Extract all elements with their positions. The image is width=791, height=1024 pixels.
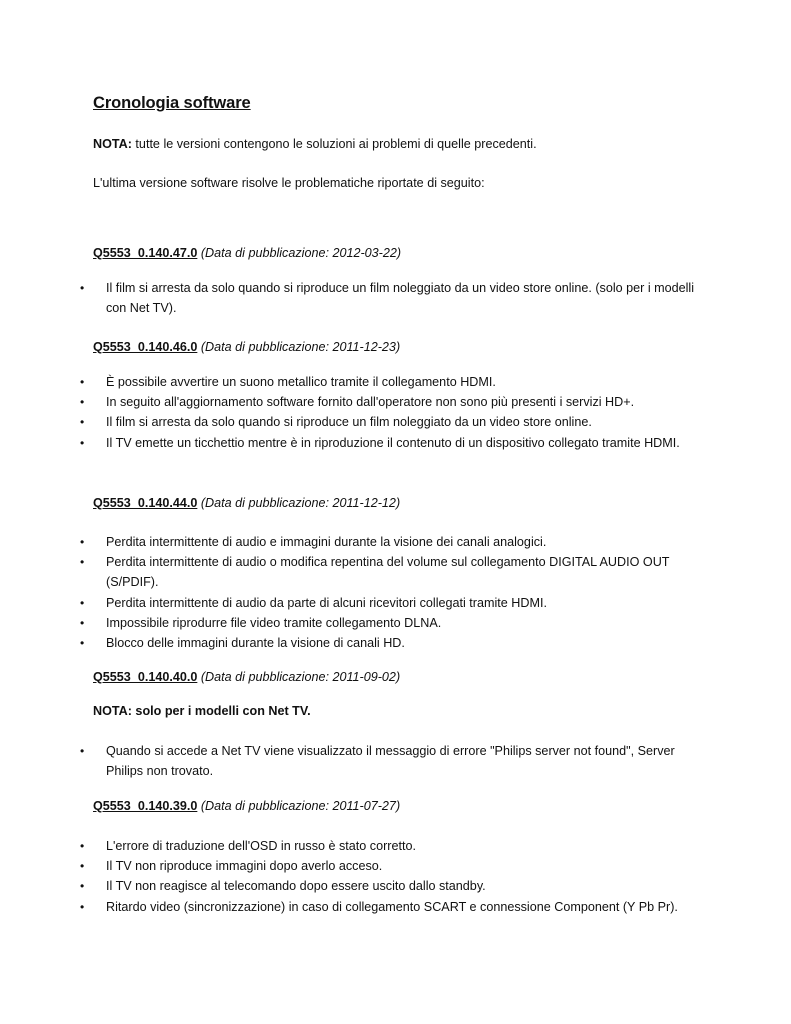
list-item-text: Perdita intermittente di audio da parte di alcuni ricevitori collegati tramite HDMI. bbox=[106, 595, 547, 610]
version-fix-list bbox=[0, 836, 791, 917]
bullet-icon: • bbox=[80, 595, 85, 610]
version-id: Q5553_0.140.39.0 bbox=[93, 799, 198, 813]
list-item-text: Ritardo video (sincronizzazione) in caso di collegamento SCART e connessione Component (Y Pb Pr). bbox=[106, 899, 678, 914]
list-item bbox=[0, 876, 791, 896]
list-item-text: Impossibile riprodurre file video tramite collegamento DLNA. bbox=[106, 615, 442, 630]
list-item bbox=[0, 613, 791, 633]
list-item-text: Il TV emette un ticchettio mentre è in riproduzione il contenuto di un dispositivo collegato tramite HDMI. bbox=[106, 435, 680, 450]
version-fix-list bbox=[0, 278, 791, 318]
version-id: Q5553_0.140.46.0 bbox=[93, 340, 198, 354]
bullet-icon: • bbox=[80, 744, 85, 758]
list-item bbox=[0, 278, 791, 318]
version-id: Q5553_0.140.44.0 bbox=[93, 496, 198, 510]
list-item bbox=[0, 856, 791, 876]
version-id: Q5553_0.140.40.0 bbox=[93, 670, 198, 684]
version-heading bbox=[93, 496, 400, 510]
version-fix-list bbox=[0, 532, 791, 653]
list-item bbox=[0, 372, 791, 392]
list-item bbox=[0, 552, 791, 592]
bullet-icon: • bbox=[80, 899, 85, 914]
bullet-icon: • bbox=[80, 395, 85, 410]
list-item bbox=[0, 392, 791, 412]
list-item bbox=[0, 633, 791, 653]
bullet-icon: • bbox=[80, 535, 85, 549]
version-date: (Data di pubblicazione: 2011-09-02) bbox=[197, 670, 401, 684]
intro-note bbox=[93, 137, 537, 151]
list-item-text: È possibile avvertire un suono metallico tramite il collegamento HDMI. bbox=[106, 375, 496, 389]
list-item-text: L'errore di traduzione dell'OSD in russo è stato corretto. bbox=[106, 839, 417, 853]
page-title: Cronologia software bbox=[93, 94, 251, 112]
list-item-text: Perdita intermittente di audio e immagini durante la visione dei canali analogici. bbox=[106, 535, 547, 549]
list-item-text: In seguito all'aggiornamento software fornito dall'operatore non sono più presenti i servizi HD+. bbox=[106, 395, 635, 410]
list-item-text: Blocco delle immagini durante la visione di canali HD. bbox=[106, 636, 405, 651]
intro-summary: L'ultima versione software risolve le problematiche riportate di seguito: bbox=[93, 176, 485, 190]
version-date: (Data di pubblicazione: 2011-12-23) bbox=[197, 340, 401, 354]
bullet-icon: • bbox=[80, 879, 85, 894]
list-item bbox=[0, 412, 791, 432]
list-item bbox=[0, 897, 791, 917]
version-date: (Data di pubblicazione: 2012-03-22) bbox=[197, 246, 402, 260]
list-item bbox=[0, 836, 791, 856]
list-item-text: Quando si accede a Net TV viene visualizzato il messaggio di errore "Philips server not found", Server Philips non trovato. bbox=[106, 744, 675, 779]
bullet-icon: • bbox=[80, 415, 85, 430]
bullet-icon: • bbox=[80, 615, 85, 630]
list-item bbox=[0, 433, 791, 453]
version-heading bbox=[93, 670, 400, 684]
list-item-text: Il film si arresta da solo quando si riproduce un film noleggiato da un video store online. bbox=[106, 415, 592, 430]
list-item-text: Il TV non riproduce immagini dopo averlo acceso. bbox=[106, 859, 383, 874]
bullet-icon: • bbox=[80, 375, 85, 389]
list-item-text: Il TV non reagisce al telecomando dopo essere uscito dallo standby. bbox=[106, 879, 486, 894]
list-item-text: Perdita intermittente di audio o modifica repentina del volume sul collegamento DIGITAL AUDIO OUT (S/PDIF). bbox=[106, 555, 670, 590]
bullet-icon: • bbox=[80, 859, 85, 874]
version-heading bbox=[93, 246, 401, 260]
bullet-icon: • bbox=[80, 281, 85, 295]
version-fix-list bbox=[0, 372, 791, 453]
list-item bbox=[0, 593, 791, 613]
version-date: (Data di pubblicazione: 2011-07-27) bbox=[197, 799, 401, 813]
bullet-icon: • bbox=[80, 839, 85, 853]
version-heading bbox=[93, 340, 400, 354]
list-item-text: Il film si arresta da solo quando si riproduce un film noleggiato da un video store online. (solo per i modelli con Net TV). bbox=[106, 281, 695, 316]
version-fix-list bbox=[0, 741, 791, 781]
list-item bbox=[0, 532, 791, 552]
bullet-icon: • bbox=[80, 636, 85, 651]
version-note: NOTA: solo per i modelli con Net TV. bbox=[93, 704, 311, 718]
version-date: (Data di pubblicazione: 2011-12-12) bbox=[197, 496, 401, 510]
bullet-icon: • bbox=[80, 435, 85, 450]
intro-note-label: NOTA: bbox=[93, 137, 132, 151]
version-id: Q5553_0.140.47.0 bbox=[93, 246, 198, 260]
version-heading bbox=[93, 799, 400, 813]
intro-note-text: tutte le versioni contengono le soluzioni ai problemi di quelle precedenti. bbox=[131, 137, 537, 151]
bullet-icon: • bbox=[80, 555, 85, 570]
list-item bbox=[0, 741, 791, 781]
